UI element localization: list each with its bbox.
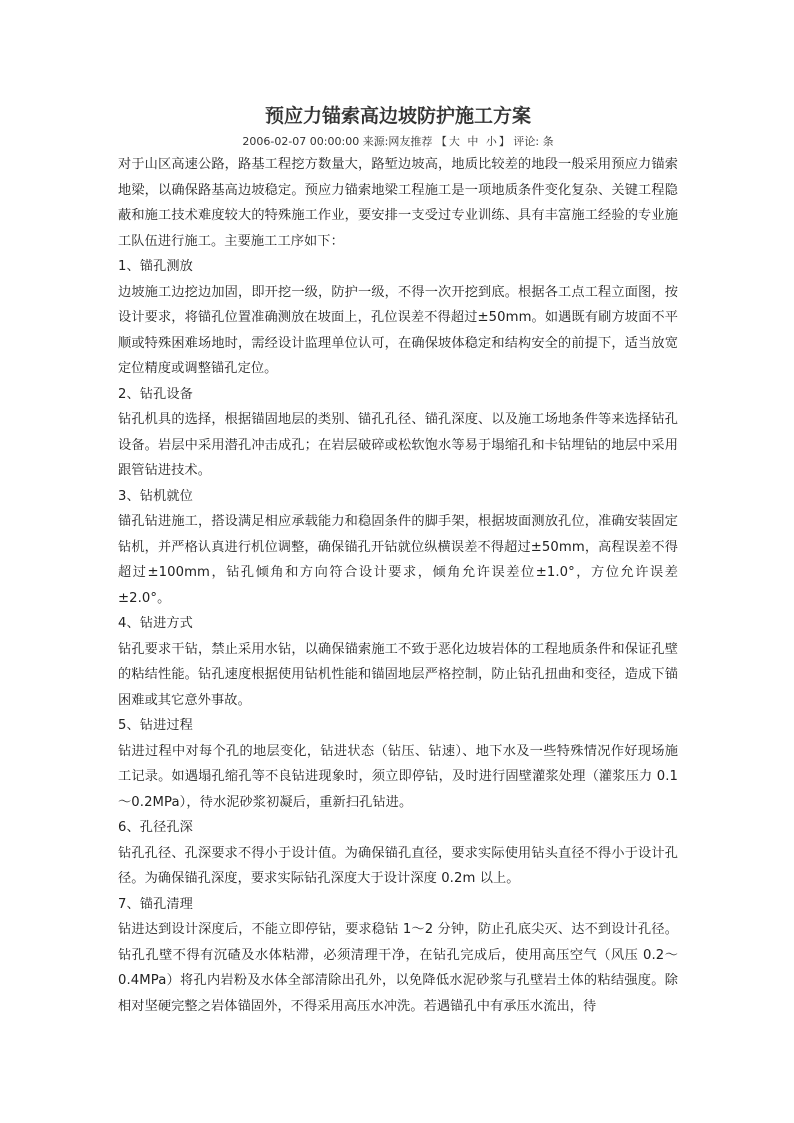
comment-count-unit: 条 xyxy=(542,135,554,148)
comment-link[interactable]: 评论: xyxy=(513,135,540,148)
section-heading: 4、钻进方式 xyxy=(118,616,193,631)
font-size-medium-button[interactable]: 中 xyxy=(467,135,479,148)
section-heading: 6、孔径孔深 xyxy=(118,820,193,835)
font-size-small-button[interactable]: 小 xyxy=(485,135,497,148)
article-body xyxy=(118,152,678,1019)
article xyxy=(118,100,678,1019)
font-size-bracket-close: 】 xyxy=(498,135,510,148)
article-meta xyxy=(118,132,678,152)
section-heading: 7、锚孔清理 xyxy=(118,896,193,912)
section-heading: 1、锚孔测放 xyxy=(118,259,193,274)
section-heading: 2、钻孔设备 xyxy=(118,386,193,402)
intro-paragraph: 对于山区高速公路，路基工程挖方数量大，路堑边坡高，地质比较差的地段一般采用预应力锚索地梁，以确保路基高边坡稳定。预应力锚索地梁工程施工是一项地质条件变化复杂、关键工程隐蔽和施工技术难度较大的特殊施工作业，要安排一支受过专业训练、具有丰富施工经验的专业施工队伍进行施工。主要施工工序如下： xyxy=(118,157,678,249)
page-title: 预应力锚索高边坡防护施工方案 xyxy=(264,105,531,127)
section-heading: 5、钻进过程 xyxy=(118,718,193,733)
section-paragraph: 边坡施工边挖边加固，即开挖一级，防护一级，不得一次开挖到底。根据各工点工程立面图，按设计要求，将锚孔位置准确测放在坡面上，孔位误差不得超过±50mm。如遇既有刷方坡面不平顺或特殊困难场地时，需经设计监理单位认可，在确保坡体稳定和结构安全的前提下，适当放宽定位精度或调整锚孔定位。 xyxy=(118,284,678,376)
section-paragraph: 钻进达到设计深度后，不能立即停钻，要求稳钻 1～2 分钟，防止孔底尖灭、达不到设计孔径。钻孔孔壁不得有沉碴及水体粘滞，必须清理干净，在钻孔完成后，使用高压空气（风压 0.2～0.4MPa）将孔内岩粉及水体全部清除出孔外，以免降低水泥砂浆与孔壁岩土体的粘结强度。除相对坚硬完整之岩体锚固外，不得采用高压水冲洗。若遇锚孔中有承压水流出，待 xyxy=(118,922,678,1014)
publish-date: 2006-02-07 00:00:00 xyxy=(242,135,360,148)
section-paragraph: 钻孔孔径、孔深要求不得小于设计值。为确保锚孔直径，要求实际使用钻头直径不得小于设计孔径。为确保锚孔深度，要求实际钻孔深度大于设计深度 0.2m 以上。 xyxy=(118,845,678,886)
section-paragraph: 锚孔钻进施工，搭设满足相应承载能力和稳固条件的脚手架，根据坡面测放孔位，准确安装固定钻机，并严格认真进行机位调整，确保锚孔开钻就位纵横误差不得超过±50mm，高程误差不得超过±100mm，钻孔倾角和方向符合设计要求，倾角允许误差位±1.0°，方位允许误差±2.0°。 xyxy=(118,514,678,606)
section-paragraph: 钻孔要求干钻，禁止采用水钻，以确保锚索施工不致于恶化边坡岩体的工程地质条件和保证孔壁的粘结性能。钻孔速度根据使用钻机性能和锚固地层严格控制，防止钻孔扭曲和变径，造成下锚困难或其它意外事故。 xyxy=(118,641,678,708)
section-heading: 3、钻机就位 xyxy=(118,488,193,504)
section-paragraph: 钻进过程中对每个孔的地层变化，钻进状态（钻压、钻速）、地下水及一些特殊情况作好现场施工记录。如遇塌孔缩孔等不良钻进现象时，须立即停钻，及时进行固壁灌浆处理（灌浆压力 0.1～0.2MPa），待水泥砂浆初凝后，重新扫孔钻进。 xyxy=(118,743,678,810)
section-paragraph: 钻孔机具的选择，根据锚固地层的类别、锚孔孔径、锚孔深度、以及施工场地条件等来选择钻孔设备。岩层中采用潜孔冲击成孔；在岩层破碎或松软饱水等易于塌缩孔和卡钻埋钻的地层中采用跟管钻进技术。 xyxy=(118,412,678,478)
font-size-large-button[interactable]: 大 xyxy=(448,135,460,148)
font-size-bracket-open: 【 xyxy=(435,135,447,148)
article-source: 来源:网友推荐 xyxy=(362,135,433,148)
